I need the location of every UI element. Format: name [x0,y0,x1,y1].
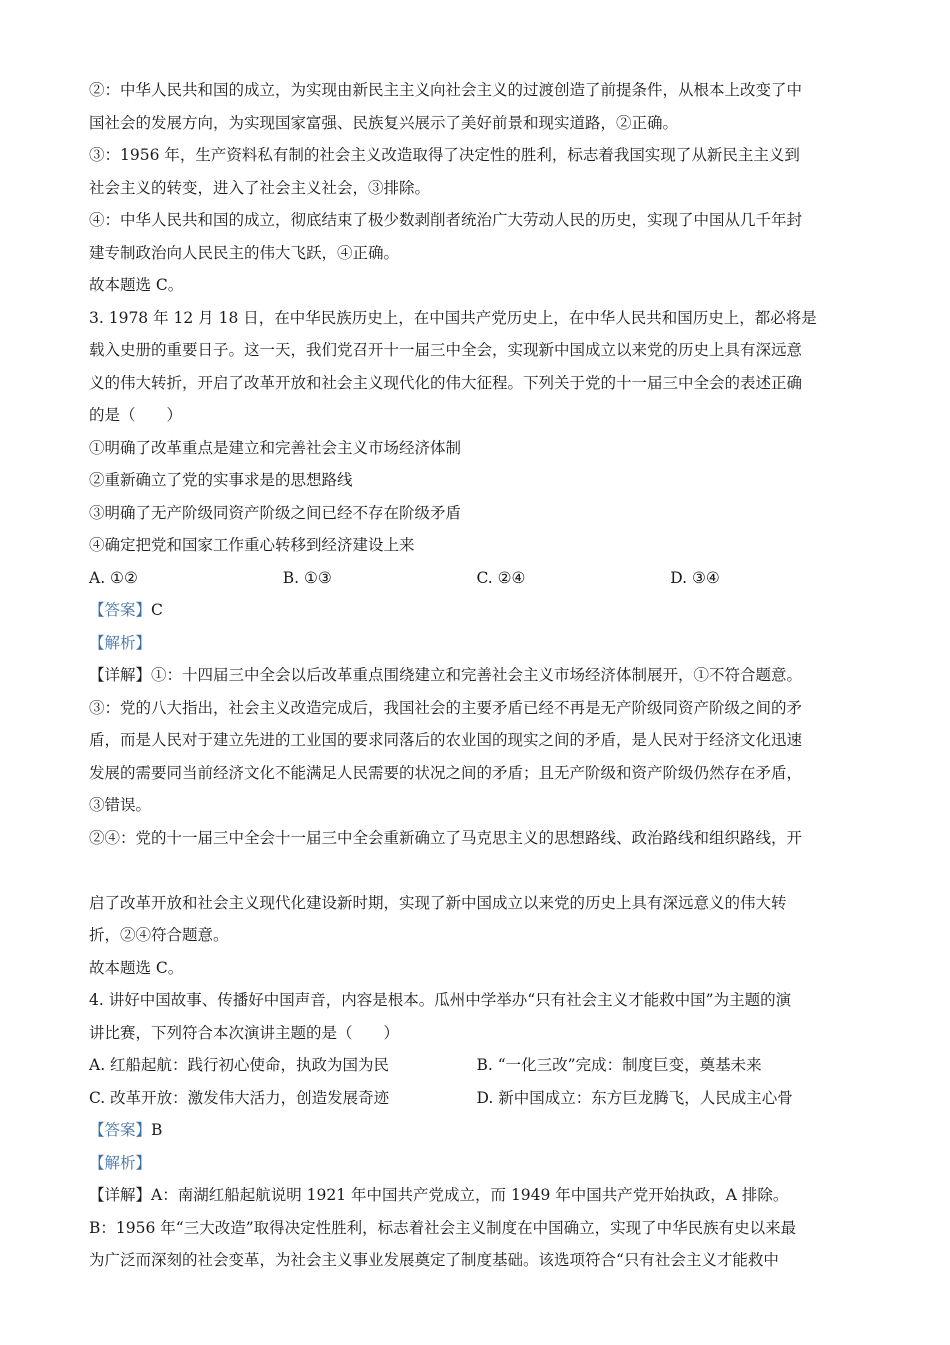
question-stem: 义的伟大转折，开启了改革开放和社会主义现代化的伟大征程。下列关于党的十一届三中全会的表述正确 [89,373,803,392]
paragraph-line: 折，②④符合题意。 [89,926,229,944]
paragraph-line: 为广泛而深刻的社会变革，为社会主义事业发展奠定了制度基础。该选项符合“只有社会主义才能救中 [89,1251,779,1269]
conclusion: 故本题选 C。 [89,276,184,294]
answer-value: B [151,1121,163,1139]
paragraph-line: B：1956 年“三大改造”取得决定性胜利，标志着社会主义制度在中国确立，实现了中华民族有史以来最 [89,1218,797,1237]
paragraph-line: 发展的需要同当前经济文化不能满足人民需要的状况之间的矛盾；且无产阶级和资产阶级仍然存在矛盾， [89,763,803,782]
statement: ④确定把党和国家工作重心转移到经济建设上来 [89,536,415,554]
answer-label: 【答案】 [89,601,152,619]
detail-label: 【详解】 [89,1186,152,1204]
analysis-label: 【解析】 [89,1153,152,1172]
blank-line [89,854,864,887]
conclusion: 故本题选 C。 [89,958,184,977]
detail-line [89,659,864,692]
detail-label: 【详解】 [89,666,152,684]
document-page [89,74,864,1277]
statement: ②重新确立了党的实事求是的思想路线 [89,471,353,489]
paragraph-line: 启了改革开放和社会主义现代化建设新时期，实现了新中国成立以来党的历史上具有深远意义的伟大转 [89,893,787,912]
option-d: D. 新中国成立：东方巨龙腾飞，人民成主心骨 [476,1088,793,1107]
statement: ③明确了无产阶级同资产阶级之间已经不存在阶级矛盾 [89,503,462,522]
question-stem: 讲比赛，下列符合本次演讲主题的是（ ） [89,1023,400,1042]
question-stem: 4. 讲好中国故事、传播好中国声音，内容是根本。瓜州中学举办“只有社会主义才能救中国”为主题的演 [89,991,792,1009]
detail-line [89,1179,864,1212]
option-c: C. ②④ [476,568,526,587]
paragraph-line: ④：中华人民共和国的成立，彻底结束了极少数剥削者统治广大劳动人民的历史，实现了中国从几千年封 [89,211,803,229]
analysis-line [89,627,864,660]
statement: ①明确了改革重点是建立和完善社会主义市场经济体制 [89,438,462,457]
option-b: B. ①③ [282,568,332,587]
detail-text: ①：十四届三中全会以后改革重点围绕建立和完善社会主义市场经济体制展开，①不符合题意。 [151,666,803,684]
paragraph-line: 盾，而是人民对于建立先进的工业国的要求同落后的农业国的现实之间的矛盾，是人民对于经济文化迅速 [89,731,803,749]
question-stem: 的是（ ） [89,406,183,424]
question-stem: 3. 1978 年 12 月 18 日，在中华民族历史上，在中国共产党历史上，在中华人民共和国历史上，都必将是 [89,308,817,327]
analysis-label: 【解析】 [89,633,152,652]
option-c: C. 改革开放：激发伟大活力，创造发展奇迹 [89,1088,390,1107]
options-row [89,1049,864,1082]
option-a: A. ①② [89,568,138,587]
paragraph-line: 社会主义的转变，进入了社会主义社会，③排除。 [89,178,431,197]
option-d: D. ③④ [670,568,720,587]
options-row [89,1082,864,1115]
answer-value: C [151,601,163,619]
paragraph-line: ③错误。 [89,796,152,814]
answer-line [89,1114,864,1147]
options-row [89,562,864,595]
analysis-line [89,1147,864,1180]
question-stem: 载入史册的重要日子。这一天，我们党召开十一届三中全会，实现新中国成立以来党的历史上具有深远意 [89,341,803,359]
paragraph-line: ②：中华人民共和国的成立，为实现由新民主主义向社会主义的过渡创造了前提条件，从根本上改变了中 [89,81,803,99]
option-a: A. 红船起航：践行初心使命，执政为国为民 [89,1056,390,1074]
answer-label: 【答案】 [89,1121,152,1139]
detail-text: A：南湖红船起航说明 1921 年中国共产党成立，而 1949 年中国共产党开始执政，A 排除。 [151,1186,789,1204]
paragraph-line: 国社会的发展方向，为实现国家富强、民族复兴展示了美好前景和现实道路，②正确。 [89,113,679,132]
paragraph-line: ③：党的八大指出，社会主义改造完成后，我国社会的主要矛盾已经不再是无产阶级同资产阶级之间的矛 [89,698,803,717]
answer-line [89,594,864,627]
option-b: B. “一化三改”完成：制度巨变，奠基未来 [476,1056,762,1074]
paragraph-line: 建专制政治向人民民主的伟大飞跃，④正确。 [89,243,400,262]
paragraph-line: ③：1956 年，生产资料私有制的社会主义改造取得了决定性的胜利，标志着我国实现了从新民主主义到 [89,146,800,164]
paragraph-line: ②④：党的十一届三中全会十一届三中全会重新确立了马克思主义的思想路线、政治路线和组织路线，开 [89,828,803,847]
